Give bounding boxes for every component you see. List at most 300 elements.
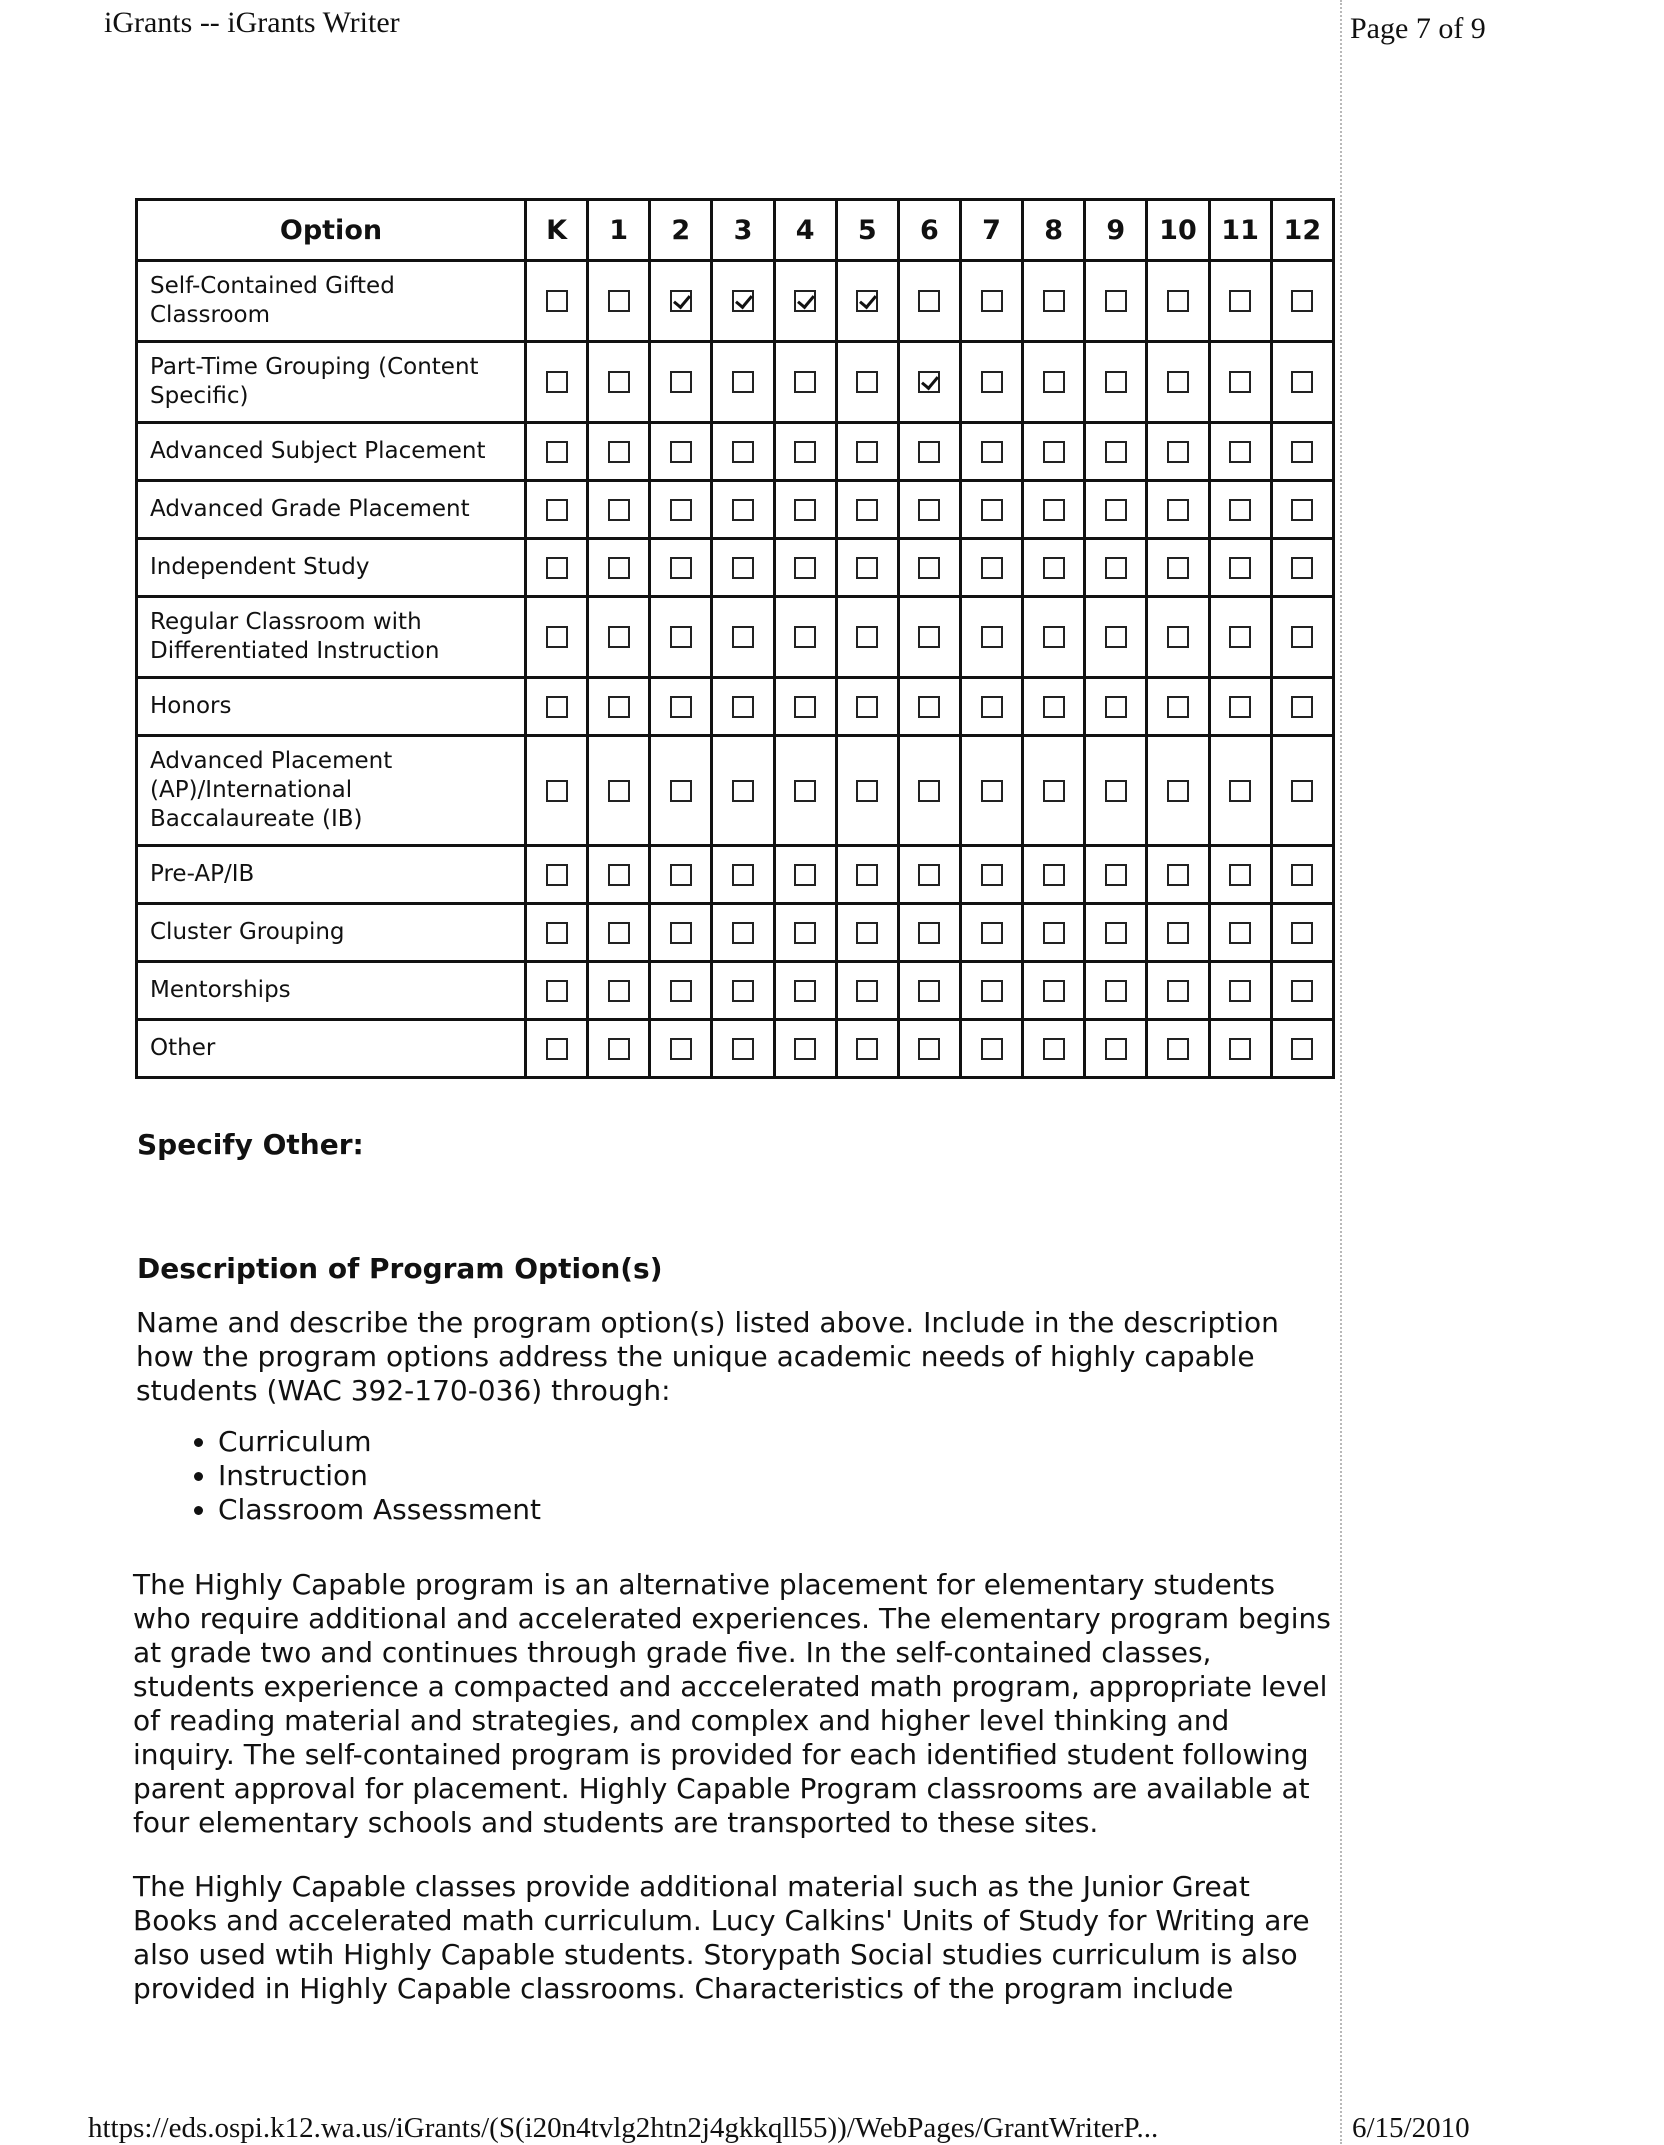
grade-checkbox[interactable] — [1229, 371, 1251, 393]
grade-cell — [1271, 736, 1333, 846]
grade-checkbox[interactable] — [608, 864, 630, 886]
grade-cell — [650, 481, 712, 539]
grade-checkbox[interactable] — [670, 441, 692, 463]
option-label: Advanced Placement (AP)/International Baccalaureate (IB) — [137, 736, 526, 846]
grade-cell — [525, 539, 587, 597]
grade-cell — [1023, 678, 1085, 736]
grade-cell — [774, 423, 836, 481]
grade-checkbox[interactable] — [608, 557, 630, 579]
grade-checkbox[interactable] — [918, 441, 940, 463]
grade-checkbox[interactable] — [918, 371, 940, 393]
grade-checkbox[interactable] — [981, 780, 1003, 802]
grade-checkbox[interactable] — [1229, 441, 1251, 463]
grade-checkbox[interactable] — [1291, 290, 1313, 312]
grade-cell — [712, 1020, 774, 1078]
grade-checkbox[interactable] — [918, 499, 940, 521]
grade-column-header-7: 7 — [960, 200, 1022, 261]
grade-checkbox[interactable] — [1291, 499, 1313, 521]
grade-cell — [960, 904, 1022, 962]
grade-checkbox[interactable] — [1291, 696, 1313, 718]
grade-column-header-10: 10 — [1147, 200, 1209, 261]
grade-checkbox[interactable] — [546, 626, 568, 648]
grade-cell — [960, 678, 1022, 736]
grade-cell — [898, 736, 960, 846]
grade-checkbox[interactable] — [1167, 441, 1189, 463]
grade-column-header-1: 1 — [588, 200, 650, 261]
grade-cell — [1023, 962, 1085, 1020]
grade-cell — [898, 678, 960, 736]
grade-checkbox[interactable] — [1167, 290, 1189, 312]
grade-checkbox[interactable] — [794, 696, 816, 718]
grade-cell — [1085, 904, 1147, 962]
grade-cell — [1209, 597, 1271, 678]
grade-cell — [774, 846, 836, 904]
grade-checkbox[interactable] — [608, 441, 630, 463]
grade-checkbox[interactable] — [1043, 626, 1065, 648]
grade-checkbox[interactable] — [1105, 626, 1127, 648]
grade-checkbox[interactable] — [1105, 441, 1127, 463]
grade-cell — [1271, 597, 1333, 678]
grade-checkbox[interactable] — [1167, 626, 1189, 648]
grade-checkbox[interactable] — [546, 441, 568, 463]
grade-cell — [960, 1020, 1022, 1078]
grade-checkbox[interactable] — [794, 626, 816, 648]
grade-checkbox[interactable] — [1043, 371, 1065, 393]
grade-cell — [588, 539, 650, 597]
grade-checkbox[interactable] — [732, 980, 754, 1002]
grade-checkbox[interactable] — [1291, 980, 1313, 1002]
grade-cell — [588, 678, 650, 736]
grade-checkbox[interactable] — [546, 864, 568, 886]
grade-cell — [836, 904, 898, 962]
grade-cell — [1023, 481, 1085, 539]
grade-cell — [1209, 1020, 1271, 1078]
grade-cell — [1271, 539, 1333, 597]
grade-checkbox[interactable] — [918, 557, 940, 579]
grade-checkbox[interactable] — [546, 922, 568, 944]
grade-cell — [1085, 481, 1147, 539]
grade-checkbox[interactable] — [1105, 696, 1127, 718]
grade-cell — [774, 539, 836, 597]
grade-checkbox[interactable] — [981, 290, 1003, 312]
grade-checkbox[interactable] — [1105, 922, 1127, 944]
grade-cell — [588, 481, 650, 539]
grade-column-header-3: 3 — [712, 200, 774, 261]
description-paragraph-2: The Highly Capable classes provide additional material such as the Junior Great Books and accelerated math curriculum. Lucy Calkins' Units of Study for Writing are also used wtih Highly Capable students. Storypath Social studies curriculum is also provided in Highly Capable classrooms. Characteristics of the program include — [133, 1870, 1310, 2005]
grade-cell — [836, 481, 898, 539]
grade-checkbox[interactable] — [670, 980, 692, 1002]
grade-checkbox[interactable] — [918, 626, 940, 648]
grade-cell — [1209, 342, 1271, 423]
grade-checkbox[interactable] — [670, 696, 692, 718]
table-row — [137, 261, 1334, 342]
grade-cell — [1023, 539, 1085, 597]
criteria-item-curriculum: • Curriculum — [218, 1425, 541, 1459]
table-row — [137, 736, 1334, 846]
grade-checkbox[interactable] — [546, 371, 568, 393]
footer-date: 6/15/2010 — [1352, 2112, 1470, 2144]
grade-checkbox[interactable] — [856, 557, 878, 579]
grade-cell — [650, 423, 712, 481]
grade-checkbox[interactable] — [918, 864, 940, 886]
table-header-row — [137, 200, 1334, 261]
criteria-list — [170, 1425, 541, 1527]
grade-checkbox[interactable] — [608, 922, 630, 944]
grade-checkbox[interactable] — [981, 441, 1003, 463]
grade-cell — [1023, 736, 1085, 846]
grade-cell — [712, 904, 774, 962]
grade-cell — [774, 678, 836, 736]
grade-checkbox[interactable] — [918, 980, 940, 1002]
grade-checkbox[interactable] — [546, 290, 568, 312]
grade-checkbox[interactable] — [1105, 557, 1127, 579]
grade-cell — [774, 904, 836, 962]
grade-checkbox[interactable] — [1229, 780, 1251, 802]
grade-cell — [960, 846, 1022, 904]
grade-cell — [960, 539, 1022, 597]
grade-cell — [1209, 423, 1271, 481]
grade-checkbox[interactable] — [1167, 1038, 1189, 1060]
grade-checkbox[interactable] — [732, 1038, 754, 1060]
grade-cell — [525, 1020, 587, 1078]
grade-checkbox[interactable] — [546, 696, 568, 718]
grade-checkbox[interactable] — [1167, 371, 1189, 393]
grade-checkbox[interactable] — [670, 922, 692, 944]
grade-checkbox[interactable] — [981, 696, 1003, 718]
grade-checkbox[interactable] — [794, 441, 816, 463]
grade-checkbox[interactable] — [794, 371, 816, 393]
grade-cell — [712, 678, 774, 736]
grade-checkbox[interactable] — [608, 371, 630, 393]
grade-cell — [650, 678, 712, 736]
grade-column-header-k: K — [525, 200, 587, 261]
grade-cell — [650, 261, 712, 342]
grade-column-header-5: 5 — [836, 200, 898, 261]
grade-cell — [1147, 597, 1209, 678]
table-row — [137, 962, 1334, 1020]
grade-cell — [650, 846, 712, 904]
grade-column-header-2: 2 — [650, 200, 712, 261]
grade-checkbox[interactable] — [732, 780, 754, 802]
table-body — [137, 261, 1334, 1078]
grade-checkbox[interactable] — [856, 922, 878, 944]
grade-column-header-8: 8 — [1023, 200, 1085, 261]
grade-checkbox[interactable] — [670, 499, 692, 521]
grade-checkbox[interactable] — [732, 290, 754, 312]
grade-checkbox[interactable] — [670, 371, 692, 393]
grade-cell — [1147, 539, 1209, 597]
grade-cell — [1085, 423, 1147, 481]
grade-checkbox[interactable] — [608, 1038, 630, 1060]
grade-checkbox[interactable] — [794, 922, 816, 944]
grade-checkbox[interactable] — [1229, 696, 1251, 718]
grade-checkbox[interactable] — [918, 696, 940, 718]
grade-checkbox[interactable] — [794, 499, 816, 521]
grade-checkbox[interactable] — [856, 441, 878, 463]
grade-cell — [588, 342, 650, 423]
grade-cell — [1271, 261, 1333, 342]
table-row — [137, 904, 1334, 962]
grade-cell — [1085, 736, 1147, 846]
grade-cell — [960, 962, 1022, 1020]
grade-checkbox[interactable] — [1105, 290, 1127, 312]
grade-checkbox[interactable] — [1043, 922, 1065, 944]
grade-checkbox[interactable] — [794, 1038, 816, 1060]
option-label: Independent Study — [137, 539, 526, 597]
grade-checkbox[interactable] — [1229, 557, 1251, 579]
grade-cell — [898, 481, 960, 539]
grade-checkbox[interactable] — [1291, 626, 1313, 648]
grade-cell — [898, 423, 960, 481]
grade-checkbox[interactable] — [670, 864, 692, 886]
criteria-item-classroom-assessment: • Classroom Assessment — [218, 1493, 541, 1527]
table-row — [137, 539, 1334, 597]
grade-checkbox[interactable] — [856, 626, 878, 648]
grade-checkbox[interactable] — [1043, 780, 1065, 802]
grade-column-header-11: 11 — [1209, 200, 1271, 261]
grade-checkbox[interactable] — [856, 371, 878, 393]
grade-checkbox[interactable] — [732, 626, 754, 648]
table-row — [137, 597, 1334, 678]
option-label: Cluster Grouping — [137, 904, 526, 962]
grade-checkbox[interactable] — [1043, 1038, 1065, 1060]
grade-checkbox[interactable] — [732, 557, 754, 579]
grade-checkbox[interactable] — [546, 1038, 568, 1060]
grade-checkbox[interactable] — [732, 922, 754, 944]
grade-checkbox[interactable] — [546, 780, 568, 802]
grade-cell — [1271, 342, 1333, 423]
grade-checkbox[interactable] — [1229, 626, 1251, 648]
grade-cell — [1147, 481, 1209, 539]
grade-checkbox[interactable] — [670, 1038, 692, 1060]
grade-cell — [898, 904, 960, 962]
grade-checkbox[interactable] — [546, 499, 568, 521]
option-column-header: Option — [137, 200, 526, 261]
page-edge-divider — [1340, 0, 1342, 2144]
grade-checkbox[interactable] — [981, 864, 1003, 886]
option-label: Honors — [137, 678, 526, 736]
grade-checkbox[interactable] — [1167, 696, 1189, 718]
grade-checkbox[interactable] — [608, 626, 630, 648]
grade-checkbox[interactable] — [670, 557, 692, 579]
grade-cell — [836, 1020, 898, 1078]
grade-checkbox[interactable] — [546, 980, 568, 1002]
grade-checkbox[interactable] — [981, 499, 1003, 521]
grade-checkbox[interactable] — [1229, 864, 1251, 886]
grade-checkbox[interactable] — [1105, 499, 1127, 521]
grade-checkbox[interactable] — [981, 922, 1003, 944]
grade-checkbox[interactable] — [1043, 696, 1065, 718]
grade-checkbox[interactable] — [732, 441, 754, 463]
grade-checkbox[interactable] — [1291, 922, 1313, 944]
grade-cell — [1147, 962, 1209, 1020]
grade-cell — [1023, 1020, 1085, 1078]
grade-cell — [1085, 1020, 1147, 1078]
grade-checkbox[interactable] — [1167, 922, 1189, 944]
grade-checkbox[interactable] — [1229, 499, 1251, 521]
grade-cell — [898, 1020, 960, 1078]
grade-cell — [650, 962, 712, 1020]
grade-checkbox[interactable] — [608, 980, 630, 1002]
table-row — [137, 423, 1334, 481]
grade-cell — [588, 846, 650, 904]
grade-checkbox[interactable] — [670, 780, 692, 802]
grade-cell — [1209, 678, 1271, 736]
grade-checkbox[interactable] — [670, 626, 692, 648]
grade-cell — [1023, 261, 1085, 342]
grade-checkbox[interactable] — [981, 1038, 1003, 1060]
grade-cell — [836, 736, 898, 846]
grade-cell — [525, 597, 587, 678]
grade-cell — [588, 423, 650, 481]
grade-checkbox[interactable] — [1229, 980, 1251, 1002]
grade-cell — [960, 736, 1022, 846]
criteria-item-instruction: • Instruction — [218, 1459, 541, 1493]
grade-column-header-9: 9 — [1085, 200, 1147, 261]
grade-checkbox[interactable] — [856, 780, 878, 802]
grade-cell — [1271, 423, 1333, 481]
grade-checkbox[interactable] — [1167, 780, 1189, 802]
grade-cell — [1023, 423, 1085, 481]
grade-checkbox[interactable] — [1167, 864, 1189, 886]
grade-cell — [836, 539, 898, 597]
grade-checkbox[interactable] — [1043, 290, 1065, 312]
grade-checkbox[interactable] — [856, 499, 878, 521]
table-row — [137, 342, 1334, 423]
grade-checkbox[interactable] — [981, 980, 1003, 1002]
grade-checkbox[interactable] — [1229, 922, 1251, 944]
grade-cell — [960, 597, 1022, 678]
grade-cell — [650, 342, 712, 423]
grade-checkbox[interactable] — [918, 922, 940, 944]
grade-column-header-6: 6 — [898, 200, 960, 261]
grade-cell — [588, 962, 650, 1020]
grade-checkbox[interactable] — [794, 980, 816, 1002]
grade-checkbox[interactable] — [1229, 290, 1251, 312]
grade-cell — [836, 962, 898, 1020]
grade-checkbox[interactable] — [1105, 1038, 1127, 1060]
grade-checkbox[interactable] — [1105, 371, 1127, 393]
grade-checkbox[interactable] — [670, 290, 692, 312]
grade-cell — [525, 261, 587, 342]
table-row — [137, 678, 1334, 736]
grade-checkbox[interactable] — [1043, 499, 1065, 521]
grade-cell — [712, 423, 774, 481]
option-label: Self-Contained Gifted Classroom — [137, 261, 526, 342]
grade-checkbox[interactable] — [732, 864, 754, 886]
grade-checkbox[interactable] — [856, 290, 878, 312]
option-label: Pre-AP/IB — [137, 846, 526, 904]
grade-cell — [1209, 481, 1271, 539]
grade-cell — [525, 678, 587, 736]
option-label: Part-Time Grouping (Content Specific) — [137, 342, 526, 423]
grade-cell — [774, 261, 836, 342]
grade-checkbox[interactable] — [1043, 557, 1065, 579]
grade-checkbox[interactable] — [1167, 980, 1189, 1002]
grade-checkbox[interactable] — [732, 696, 754, 718]
grade-cell — [836, 261, 898, 342]
grade-checkbox[interactable] — [918, 1038, 940, 1060]
grade-checkbox[interactable] — [918, 780, 940, 802]
grade-cell — [588, 1020, 650, 1078]
grade-cell — [898, 539, 960, 597]
page-number: Page 7 of 9 — [1350, 12, 1486, 45]
grade-checkbox[interactable] — [794, 864, 816, 886]
grade-checkbox[interactable] — [1043, 980, 1065, 1002]
grade-checkbox[interactable] — [1291, 780, 1313, 802]
grade-checkbox[interactable] — [856, 980, 878, 1002]
grade-cell — [836, 423, 898, 481]
grade-cell — [1209, 904, 1271, 962]
grade-checkbox[interactable] — [1043, 864, 1065, 886]
grade-cell — [1147, 846, 1209, 904]
grade-cell — [712, 962, 774, 1020]
grade-cell — [1271, 962, 1333, 1020]
grade-checkbox[interactable] — [1105, 780, 1127, 802]
grade-cell — [898, 962, 960, 1020]
grade-checkbox[interactable] — [1043, 441, 1065, 463]
grade-checkbox[interactable] — [1291, 1038, 1313, 1060]
grade-cell — [774, 1020, 836, 1078]
grade-column-header-12: 12 — [1271, 200, 1333, 261]
grade-checkbox[interactable] — [1291, 441, 1313, 463]
table-row — [137, 846, 1334, 904]
grade-checkbox[interactable] — [1105, 980, 1127, 1002]
grade-checkbox[interactable] — [981, 557, 1003, 579]
grade-cell — [1085, 342, 1147, 423]
grade-cell — [650, 904, 712, 962]
grade-checkbox[interactable] — [1291, 371, 1313, 393]
grade-checkbox[interactable] — [1105, 864, 1127, 886]
grade-checkbox[interactable] — [981, 626, 1003, 648]
grade-checkbox[interactable] — [981, 371, 1003, 393]
grade-checkbox[interactable] — [1167, 499, 1189, 521]
grade-checkbox[interactable] — [732, 371, 754, 393]
grade-checkbox[interactable] — [856, 696, 878, 718]
grade-cell — [525, 736, 587, 846]
grade-checkbox[interactable] — [608, 780, 630, 802]
grade-cell — [960, 261, 1022, 342]
grade-checkbox[interactable] — [608, 499, 630, 521]
program-options-table — [135, 198, 1335, 1079]
grade-cell — [1147, 342, 1209, 423]
grade-checkbox[interactable] — [794, 780, 816, 802]
grade-cell — [588, 904, 650, 962]
grade-checkbox[interactable] — [546, 557, 568, 579]
grade-checkbox[interactable] — [918, 290, 940, 312]
grade-checkbox[interactable] — [608, 696, 630, 718]
footer-url: https://eds.ospi.k12.wa.us/iGrants/(S(i20n4tvlg2htn2j4gkkqll55))/WebPages/GrantWriterP... — [88, 2112, 1159, 2144]
grade-checkbox[interactable] — [1291, 864, 1313, 886]
grade-cell — [1023, 597, 1085, 678]
grade-checkbox[interactable] — [856, 1038, 878, 1060]
grade-cell — [525, 342, 587, 423]
grade-cell — [525, 962, 587, 1020]
grade-checkbox[interactable] — [608, 290, 630, 312]
grade-checkbox[interactable] — [1229, 1038, 1251, 1060]
description-section-title: Description of Program Option(s) — [137, 1252, 663, 1285]
grade-checkbox[interactable] — [794, 290, 816, 312]
grade-cell — [588, 736, 650, 846]
grade-cell — [1085, 678, 1147, 736]
grade-checkbox[interactable] — [1291, 557, 1313, 579]
grade-cell — [774, 962, 836, 1020]
grade-checkbox[interactable] — [1167, 557, 1189, 579]
option-label: Advanced Subject Placement — [137, 423, 526, 481]
grade-checkbox[interactable] — [732, 499, 754, 521]
grade-checkbox[interactable] — [856, 864, 878, 886]
grade-checkbox[interactable] — [794, 557, 816, 579]
